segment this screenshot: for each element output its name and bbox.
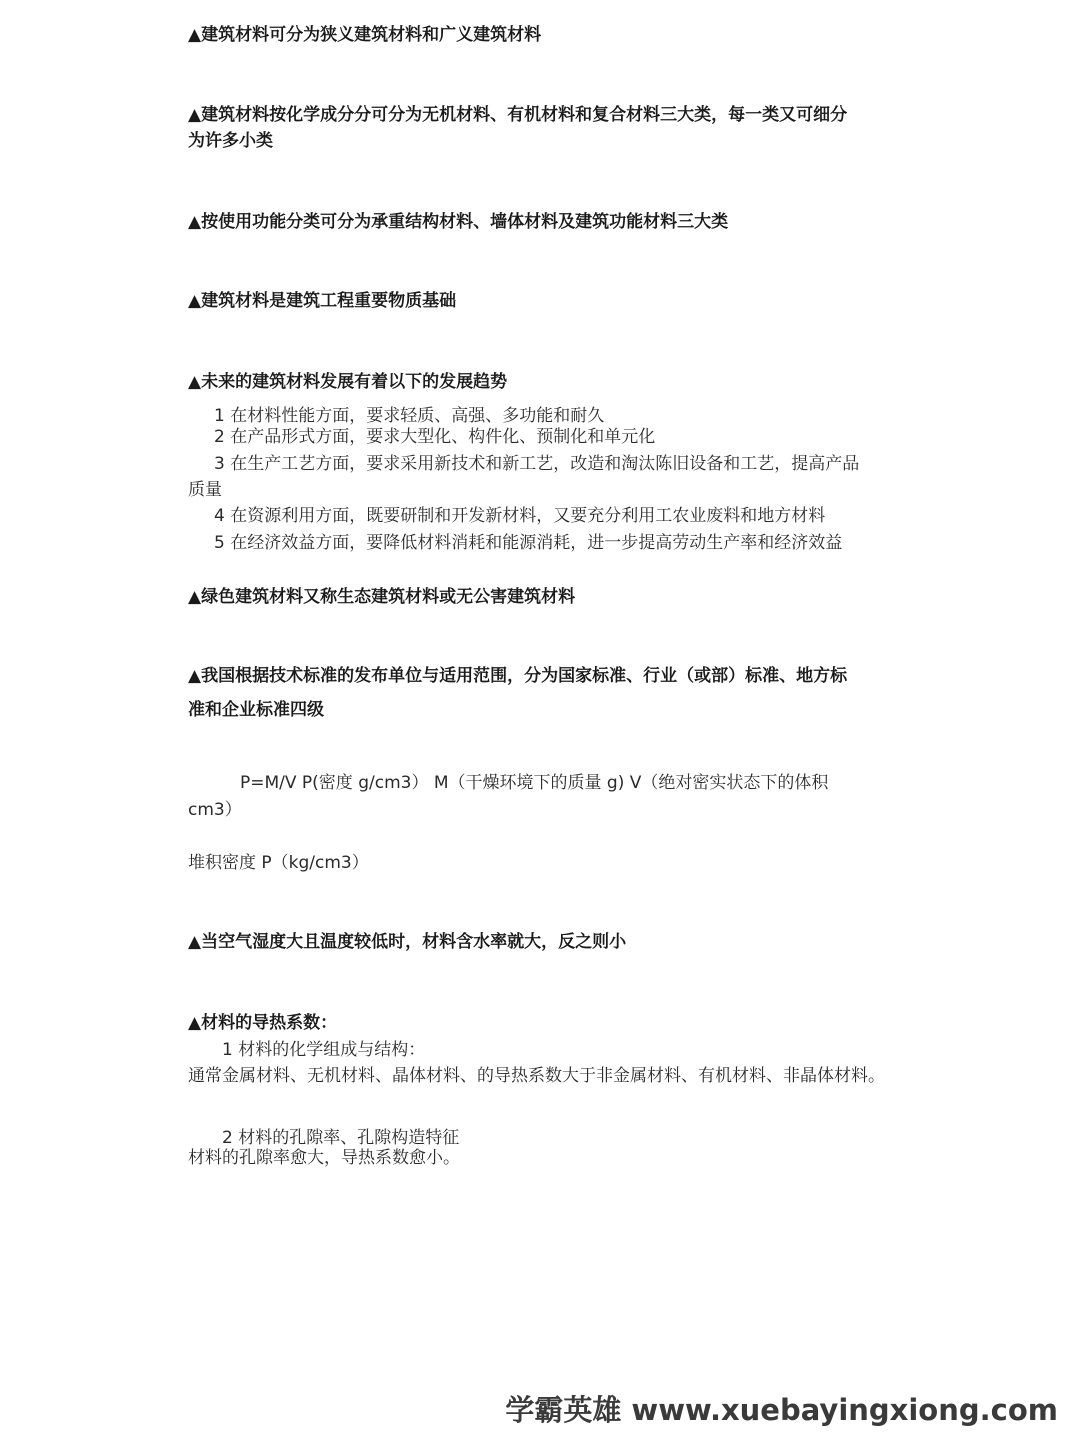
trend-item-1: 1 在材料性能方面，要求轻质、高强、多功能和耐久 — [214, 406, 605, 426]
heading-chemical-classification: ▲建筑材料按化学成分分可分为无机材料、有机材料和复合材料三大类，每一类又可细分 — [188, 105, 848, 125]
conductivity-item-2: 2 材料的孔隙率、孔隙构造特征 — [222, 1128, 460, 1148]
conductivity-item-2-detail: 材料的孔隙率愈大，导热系数愈小。 — [188, 1148, 460, 1168]
heading-standards: ▲我国根据技术标准的发布单位与适用范围，分为国家标准、行业（或部）标准、地方标 — [188, 666, 848, 686]
trend-item-3-cont: 质量 — [188, 480, 222, 500]
trend-item-2: 2 在产品形式方面，要求大型化、构件化、预制化和单元化 — [214, 427, 656, 447]
conductivity-item-1: 1 材料的化学组成与结构： — [222, 1040, 426, 1060]
site-watermark: 学霸英雄 www.xuebayingxiong.com — [505, 1393, 1058, 1427]
bulk-density: 堆积密度 P（kg/cm3） — [188, 853, 369, 873]
heading-material-classification: ▲建筑材料可分为狭义建筑材料和广义建筑材料 — [188, 25, 542, 45]
trend-item-4: 4 在资源利用方面，既要研制和开发新材料，又要充分利用工农业废料和地方材料 — [214, 506, 826, 526]
heading-chemical-classification-cont: 为许多小类 — [188, 131, 273, 151]
heading-standards-cont: 准和企业标准四级 — [188, 700, 324, 720]
conductivity-item-1-detail: 通常金属材料、无机材料、晶体材料、的导热系数大于非金属材料、有机材料、非晶体材料。 — [188, 1066, 885, 1086]
heading-future-trends: ▲未来的建筑材料发展有着以下的发展趋势 — [188, 372, 508, 392]
heading-moisture: ▲当空气湿度大且温度较低时，材料含水率就大，反之则小 — [188, 932, 627, 952]
heading-thermal-conductivity: ▲材料的导热系数： — [188, 1013, 338, 1033]
trend-item-3: 3 在生产工艺方面，要求采用新技术和新工艺，改造和淘汰陈旧设备和工艺，提高产品 — [214, 454, 860, 474]
density-formula-cont: cm3） — [188, 800, 242, 820]
heading-material-foundation: ▲建筑材料是建筑工程重要物质基础 — [188, 291, 457, 311]
trend-item-5: 5 在经济效益方面，要降低材料消耗和能源消耗，进一步提高劳动生产率和经济效益 — [214, 533, 843, 553]
heading-green-materials: ▲绿色建筑材料又称生态建筑材料或无公害建筑材料 — [188, 587, 576, 607]
heading-function-classification: ▲按使用功能分类可分为承重结构材料、墙体材料及建筑功能材料三大类 — [188, 212, 729, 232]
density-formula: P=M/V P(密度 g/cm3） M（干燥环境下的质量 g) V（绝对密实状态下的体积 — [240, 773, 829, 793]
